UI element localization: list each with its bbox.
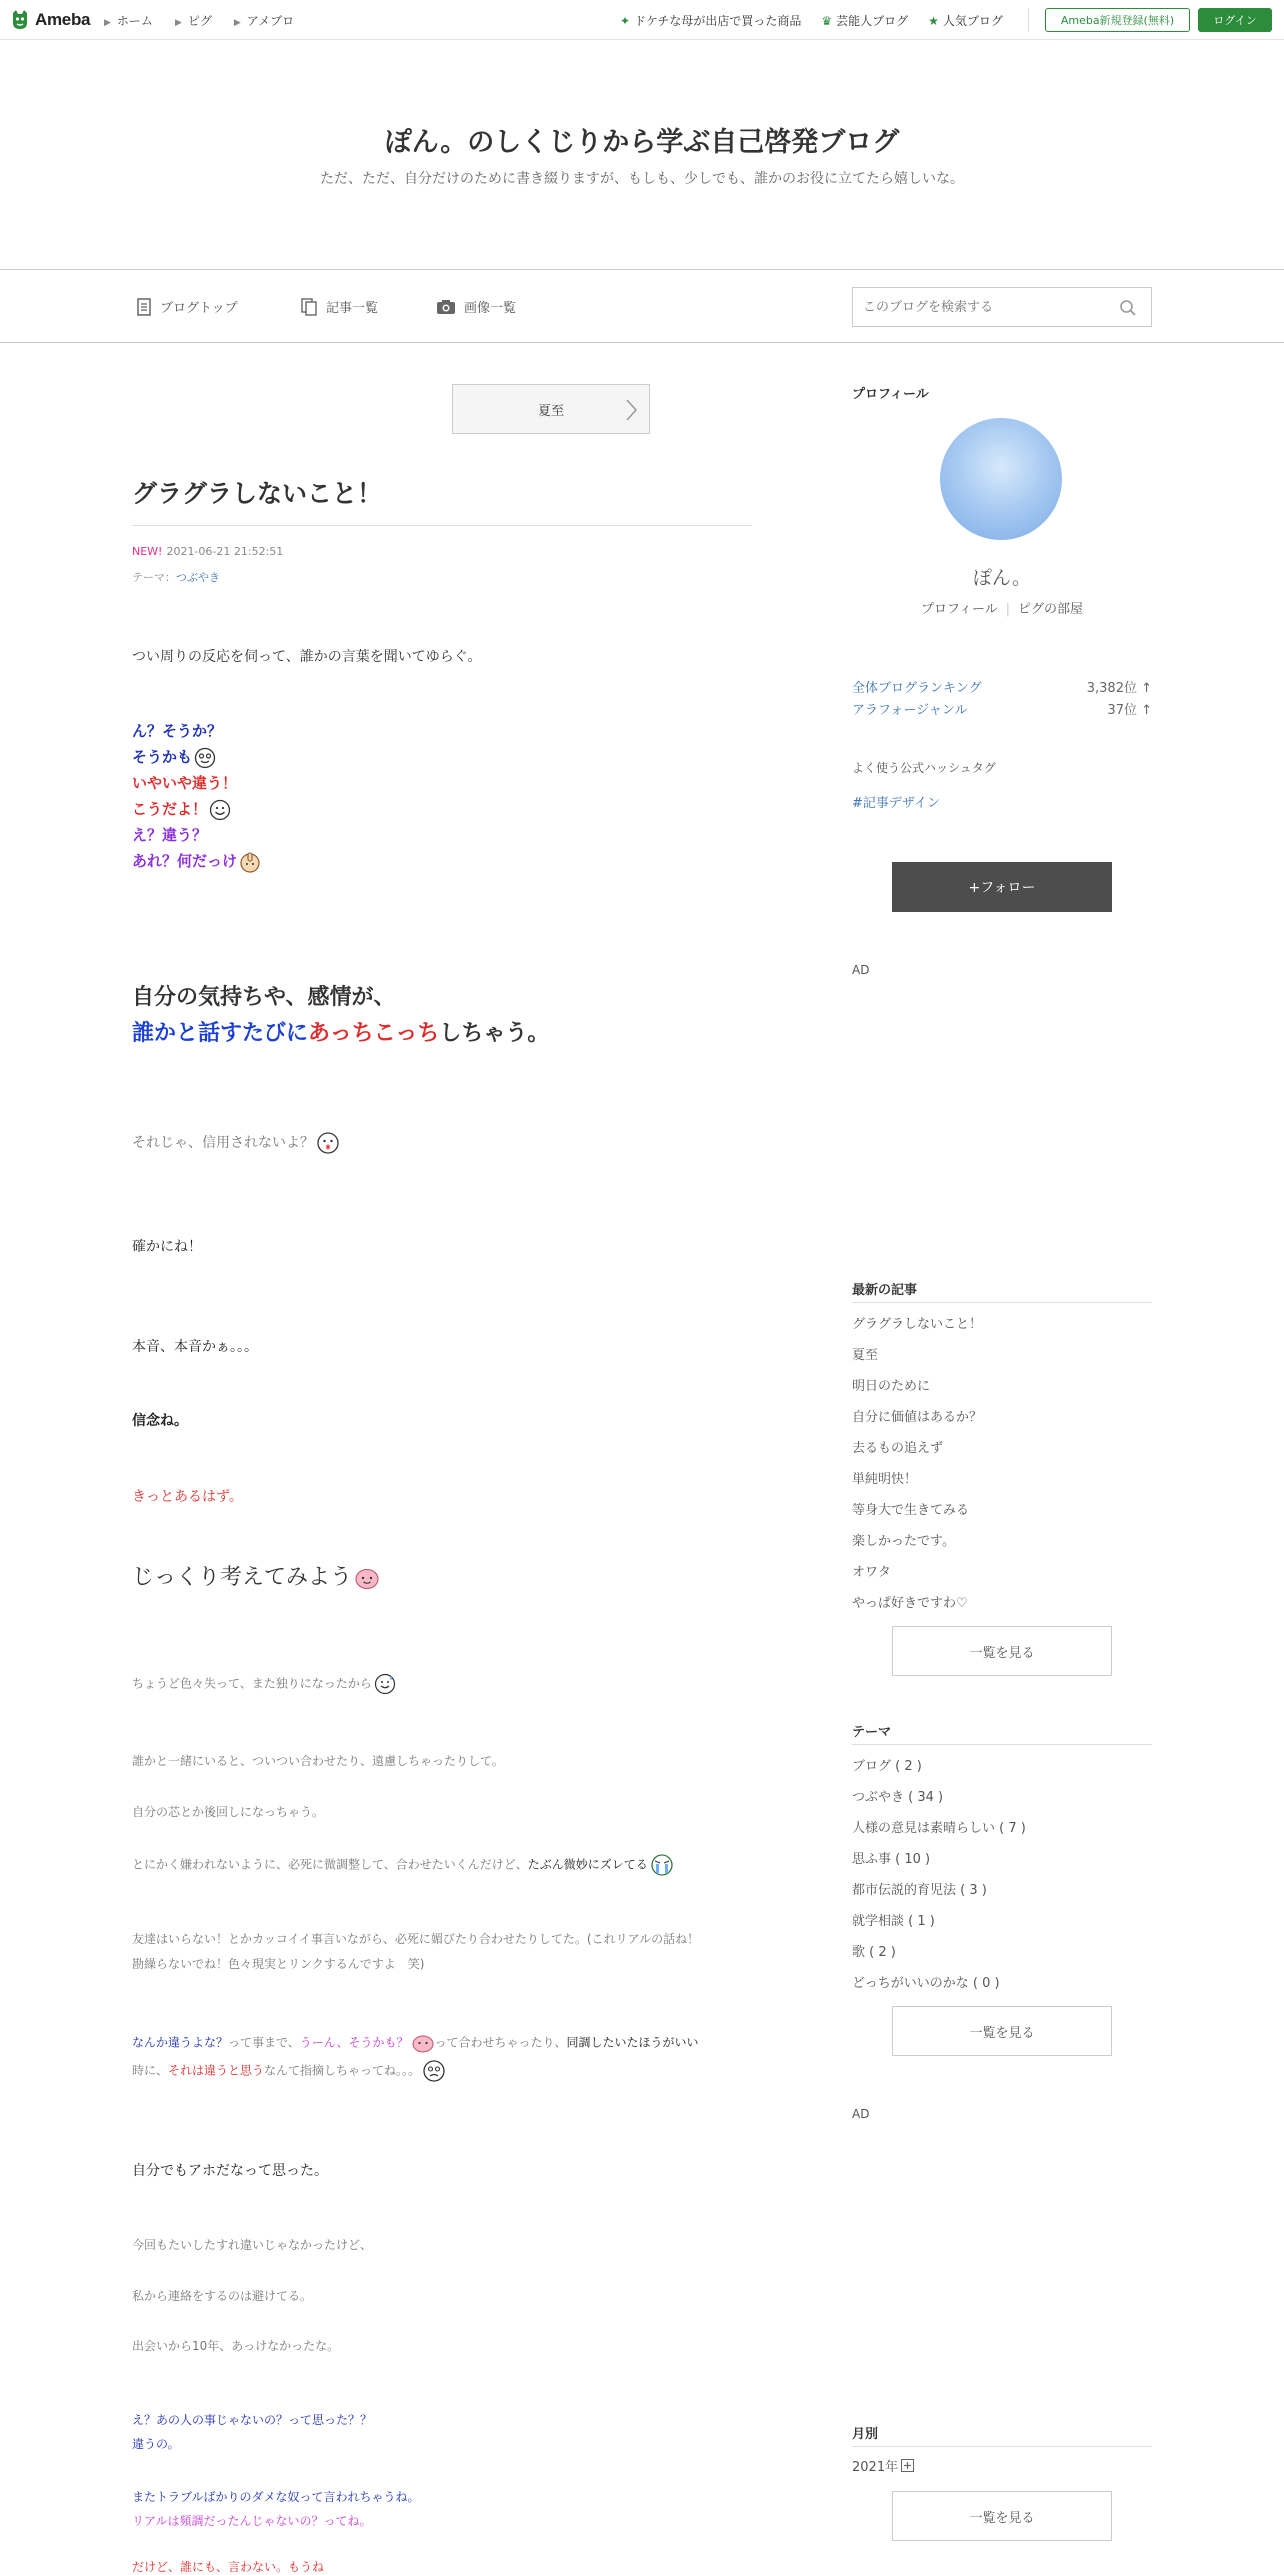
promo-link-label: ドケチな母が出店で買った商品 bbox=[634, 14, 802, 28]
paragraph: いやいや違う！ bbox=[132, 774, 238, 792]
global-header bbox=[0, 0, 1284, 40]
caret-right-icon: ▶ bbox=[174, 18, 182, 28]
paragraph: 今回もたいしたすれ違いじゃなかったけど、 bbox=[132, 2238, 373, 2252]
divider bbox=[852, 1744, 1152, 1745]
tab-blog-top-label: ブログトップ bbox=[160, 301, 238, 316]
ameba-logo[interactable] bbox=[10, 8, 90, 32]
register-button[interactable]: Ameba新規登録(無料) bbox=[1045, 8, 1190, 32]
tab-image-list-label: 画像一覧 bbox=[464, 301, 517, 316]
blog-title[interactable]: ぽん。のしくじりから学ぶ自己啓発ブログ bbox=[384, 127, 900, 158]
ranking-label: アラフォージャンル bbox=[852, 703, 968, 718]
entry-date: 2021-06-21 21:52:51 bbox=[166, 545, 284, 558]
pink-face-emoji-icon bbox=[354, 1566, 380, 1590]
theme-item[interactable]: 歌 ( 2 ) bbox=[852, 1945, 896, 1960]
tab-entry-list-label: 記事一覧 bbox=[326, 301, 379, 316]
text-span: なんて指摘しちゃってね。。。 bbox=[264, 2063, 421, 2078]
caret-right-icon: ▶ bbox=[233, 18, 241, 28]
pig-room-link[interactable]: ピグの部屋 bbox=[1018, 602, 1084, 617]
caret-right-icon: ▶ bbox=[104, 18, 111, 28]
text-span: って合わせちゃったり、 bbox=[434, 2035, 567, 2050]
recent-entry[interactable]: グラグラしないこと！ bbox=[852, 1317, 983, 1332]
profile-links bbox=[852, 598, 1152, 617]
chevron-right-icon bbox=[625, 399, 637, 421]
ad-label: AD bbox=[852, 2107, 870, 2121]
text-span: しちゃう。 bbox=[439, 1021, 550, 1046]
nav-pig[interactable] bbox=[175, 12, 212, 29]
paragraph: きっとあるはず。 bbox=[132, 1489, 243, 1505]
recent-entry[interactable]: オワタ bbox=[852, 1565, 891, 1580]
recent-entry[interactable]: 明日のために bbox=[852, 1379, 931, 1394]
paragraph: 友達はいらない！とかカッコイイ事言いながら、必死に媚びたり合わせたりしてた。(これリアルの話ね！ bbox=[132, 1932, 700, 1946]
theme-item[interactable]: 都市伝説的育児法 ( 3 ) bbox=[852, 1883, 987, 1898]
camera-icon bbox=[436, 299, 456, 315]
expand-plus-icon[interactable] bbox=[901, 2459, 914, 2472]
theme-item[interactable]: 人様の意見は素晴らしい ( 7 ) bbox=[852, 1821, 1026, 1836]
promo-link-celebrity[interactable] bbox=[821, 12, 908, 29]
ranking-overall[interactable] bbox=[852, 677, 1152, 696]
text-span: とにかく嫌われないように、必死に微調整して、合わせたいくんだけど、 bbox=[132, 1857, 528, 1872]
paragraph: 自分でもアホだなって思った。 bbox=[132, 2163, 328, 2179]
paragraph: 私から連絡をするのは避けてる。 bbox=[132, 2289, 313, 2303]
grin-emoji-icon bbox=[209, 799, 231, 821]
recent-heading: 最新の記事 bbox=[852, 1283, 918, 1298]
global-nav bbox=[104, 12, 294, 29]
search-icon[interactable] bbox=[1119, 299, 1137, 317]
paragraph: リアルは頻調だったんじゃないの？ってね。 bbox=[132, 2514, 372, 2528]
heading bbox=[132, 1016, 549, 1047]
text-span: なんか違うよな？ bbox=[132, 2035, 229, 2050]
avatar[interactable] bbox=[940, 418, 1062, 540]
profile-link[interactable]: プロフィール bbox=[920, 602, 998, 617]
text-span: たぶん微妙にズレてる bbox=[527, 1857, 648, 1872]
recent-entry[interactable]: 去るもの追えず bbox=[852, 1441, 944, 1456]
divider bbox=[852, 1302, 1152, 1303]
text-span: それじゃ、信用されないよ？ bbox=[132, 1135, 314, 1151]
paragraph: 確かにね！ bbox=[132, 1239, 202, 1255]
text-span: じっくり考えてみよう bbox=[132, 1565, 353, 1590]
recent-entry[interactable]: 楽しかったです。 bbox=[852, 1534, 955, 1549]
recent-entry[interactable]: 自分に価値はあるか？ bbox=[852, 1410, 983, 1425]
text-span: って事まで、 bbox=[228, 2035, 300, 2050]
paragraph: え？違う？ bbox=[132, 826, 208, 844]
ranking-value: 3,382位 ↑ bbox=[1086, 681, 1152, 696]
promo-link-label: 人気ブログ bbox=[942, 14, 1003, 28]
surprised-emoji-icon bbox=[316, 1131, 340, 1155]
nav-home[interactable] bbox=[104, 12, 153, 29]
sparkle-icon: ✦ bbox=[620, 14, 631, 28]
ad-label: AD bbox=[852, 963, 870, 977]
paragraph: え？あの人の事じゃないの？って思った？？ bbox=[132, 2413, 373, 2427]
search-input[interactable] bbox=[853, 288, 1103, 326]
theme-item[interactable]: どっちがいいのかな ( 0 ) bbox=[852, 1976, 1000, 1991]
paragraph bbox=[132, 850, 261, 873]
promo-links bbox=[620, 12, 1003, 29]
tab-entry-list[interactable] bbox=[300, 297, 378, 316]
nav-ameblo-label: アメブロ bbox=[246, 14, 295, 28]
text-span: 誰かと話すたびに bbox=[132, 1021, 309, 1046]
paragraph: 自分の芯とか後回しになっちゃう。 bbox=[132, 1805, 325, 1819]
ranking-genre[interactable] bbox=[852, 699, 1152, 718]
entry-theme bbox=[132, 569, 220, 585]
monthly-heading: 月別 bbox=[852, 2427, 879, 2442]
theme-more-button[interactable]: 一覧を見る bbox=[892, 2006, 1112, 2056]
ranking-value: 37位 ↑ bbox=[1107, 703, 1152, 718]
paragraph bbox=[132, 1131, 340, 1155]
theme-item[interactable]: ブログ ( 2 ) bbox=[852, 1759, 922, 1774]
blog-search bbox=[852, 287, 1152, 327]
text-span: ちょうど色々失って、また独りになったから bbox=[132, 1676, 372, 1691]
profile-heading: プロフィール bbox=[852, 387, 929, 402]
divider bbox=[1028, 8, 1029, 32]
paragraph bbox=[132, 746, 216, 769]
logo-text: Ameba bbox=[35, 10, 91, 29]
tab-blog-top[interactable] bbox=[136, 297, 238, 316]
worried-emoji-icon bbox=[422, 2059, 446, 2083]
smile-emoji-icon bbox=[194, 747, 216, 769]
hashtag-heading: よく使う公式ハッシュタグ bbox=[852, 761, 996, 775]
nav-pig-label: ピグ bbox=[187, 14, 212, 28]
star-icon: ★ bbox=[928, 14, 939, 28]
paragraph: だけど、誰にも、言わない。もうね bbox=[132, 2560, 325, 2574]
follow-button[interactable]: +フォロー bbox=[892, 862, 1112, 912]
blog-nav bbox=[0, 271, 1284, 343]
theme-label: テーマ： bbox=[132, 571, 176, 584]
monthly-year[interactable] bbox=[852, 2456, 914, 2475]
text-span: あっちこっち bbox=[308, 1021, 440, 1046]
paragraph: 違うの。 bbox=[132, 2437, 180, 2451]
paragraph: 勘繰らないでね！色々現実とリンクするんですよ 笑) bbox=[132, 1957, 425, 1971]
crown-icon: ♛ bbox=[821, 14, 833, 28]
paragraph bbox=[132, 1853, 674, 1877]
prev-entry-button[interactable] bbox=[452, 384, 650, 434]
recent-entry[interactable]: やっぱ好きですわ♡ bbox=[852, 1596, 968, 1611]
monthly-more-button[interactable]: 一覧を見る bbox=[892, 2491, 1112, 2541]
paragraph: 誰かと一緒にいると、ついつい合わせたり、遠慮しちゃったりして。 bbox=[132, 1754, 504, 1768]
promo-link-shop[interactable] bbox=[620, 12, 801, 29]
paragraph: またトラブルばかりのダメな奴って言われちゃうね。 bbox=[132, 2490, 420, 2504]
heading: 自分の気持ちや、感情が、 bbox=[132, 985, 396, 1010]
paragraph: つい周りの反応を伺って、誰かの言葉を聞いてゆらぐ。 bbox=[132, 649, 482, 665]
text-span: こうだよ！ bbox=[132, 800, 208, 818]
promo-link-popular[interactable] bbox=[928, 12, 1003, 29]
text-span: 同調したいたほうがいい bbox=[566, 2035, 699, 2050]
profile-name[interactable]: ぽん。 bbox=[972, 567, 1032, 589]
text-span: 時に、 bbox=[132, 2063, 169, 2078]
hashtag-link[interactable]: #記事デザイン bbox=[852, 796, 940, 811]
theme-heading: テーマ bbox=[852, 1725, 892, 1740]
copy-icon bbox=[300, 298, 318, 316]
text-span: うーん、そうかも？ bbox=[299, 2035, 409, 2050]
thinking-emoji-icon bbox=[239, 851, 261, 873]
paragraph: ん？そうか？ bbox=[132, 722, 223, 740]
promo-link-label: 芸能人ブログ bbox=[836, 14, 909, 28]
heading bbox=[132, 1560, 380, 1591]
theme-item[interactable]: 就学相談 ( 1 ) bbox=[852, 1914, 935, 1929]
divider bbox=[852, 2446, 1152, 2447]
pink-face-emoji-icon bbox=[411, 2033, 435, 2053]
divider: | bbox=[1005, 602, 1011, 617]
text-span: そうかも bbox=[132, 748, 193, 766]
recent-entry[interactable]: 等身大で生きてみる bbox=[852, 1503, 970, 1518]
paragraph bbox=[132, 798, 231, 821]
prev-entry-label: 夏至 bbox=[537, 403, 564, 419]
recent-entry[interactable]: 夏至 bbox=[852, 1348, 879, 1363]
sweat-smile-emoji-icon bbox=[374, 1673, 396, 1695]
nav-ameblo[interactable] bbox=[234, 12, 294, 29]
theme-item[interactable]: つぶやき ( 34 ) bbox=[852, 1790, 944, 1805]
paragraph: 本音、本音かぁ。。。 bbox=[132, 1339, 258, 1355]
recent-entry[interactable]: 単純明快！ bbox=[852, 1472, 918, 1487]
tab-image-list[interactable] bbox=[436, 297, 516, 316]
paragraph: 出会いから10年、あっけなかったな。 bbox=[132, 2339, 340, 2353]
text-span: それは違うと思う bbox=[168, 2063, 265, 2078]
divider bbox=[132, 525, 752, 526]
crying-emoji-icon bbox=[650, 1853, 674, 1877]
login-button[interactable]: ログイン bbox=[1198, 8, 1272, 32]
monthly-year-label: 2021年 bbox=[852, 2460, 899, 2475]
entry-meta bbox=[132, 545, 283, 558]
ameba-mascot-icon bbox=[10, 9, 30, 31]
theme-item[interactable]: 思ふ事 ( 10 ) bbox=[852, 1852, 931, 1867]
blog-description: ただ、ただ、自分だけのために書き綴りますが、もしも、少しでも、誰かのお役に立てたら嬉しいな。 bbox=[320, 171, 964, 187]
paragraph bbox=[132, 2033, 699, 2053]
entry-title[interactable]: グラグラしないこと！ bbox=[132, 479, 383, 508]
text-span: あれ？何だっけ bbox=[132, 852, 238, 870]
ranking-label: 全体ブログランキング bbox=[852, 681, 982, 696]
document-icon bbox=[136, 298, 152, 316]
paragraph bbox=[132, 2059, 446, 2083]
new-badge: NEW! bbox=[132, 545, 163, 558]
paragraph bbox=[132, 1673, 396, 1695]
paragraph: 信念ね。 bbox=[132, 1413, 188, 1429]
nav-home-label: ホーム bbox=[116, 14, 153, 28]
theme-link[interactable]: つぶやき bbox=[176, 571, 220, 584]
blog-header bbox=[0, 40, 1284, 270]
recent-more-button[interactable]: 一覧を見る bbox=[892, 1626, 1112, 1676]
